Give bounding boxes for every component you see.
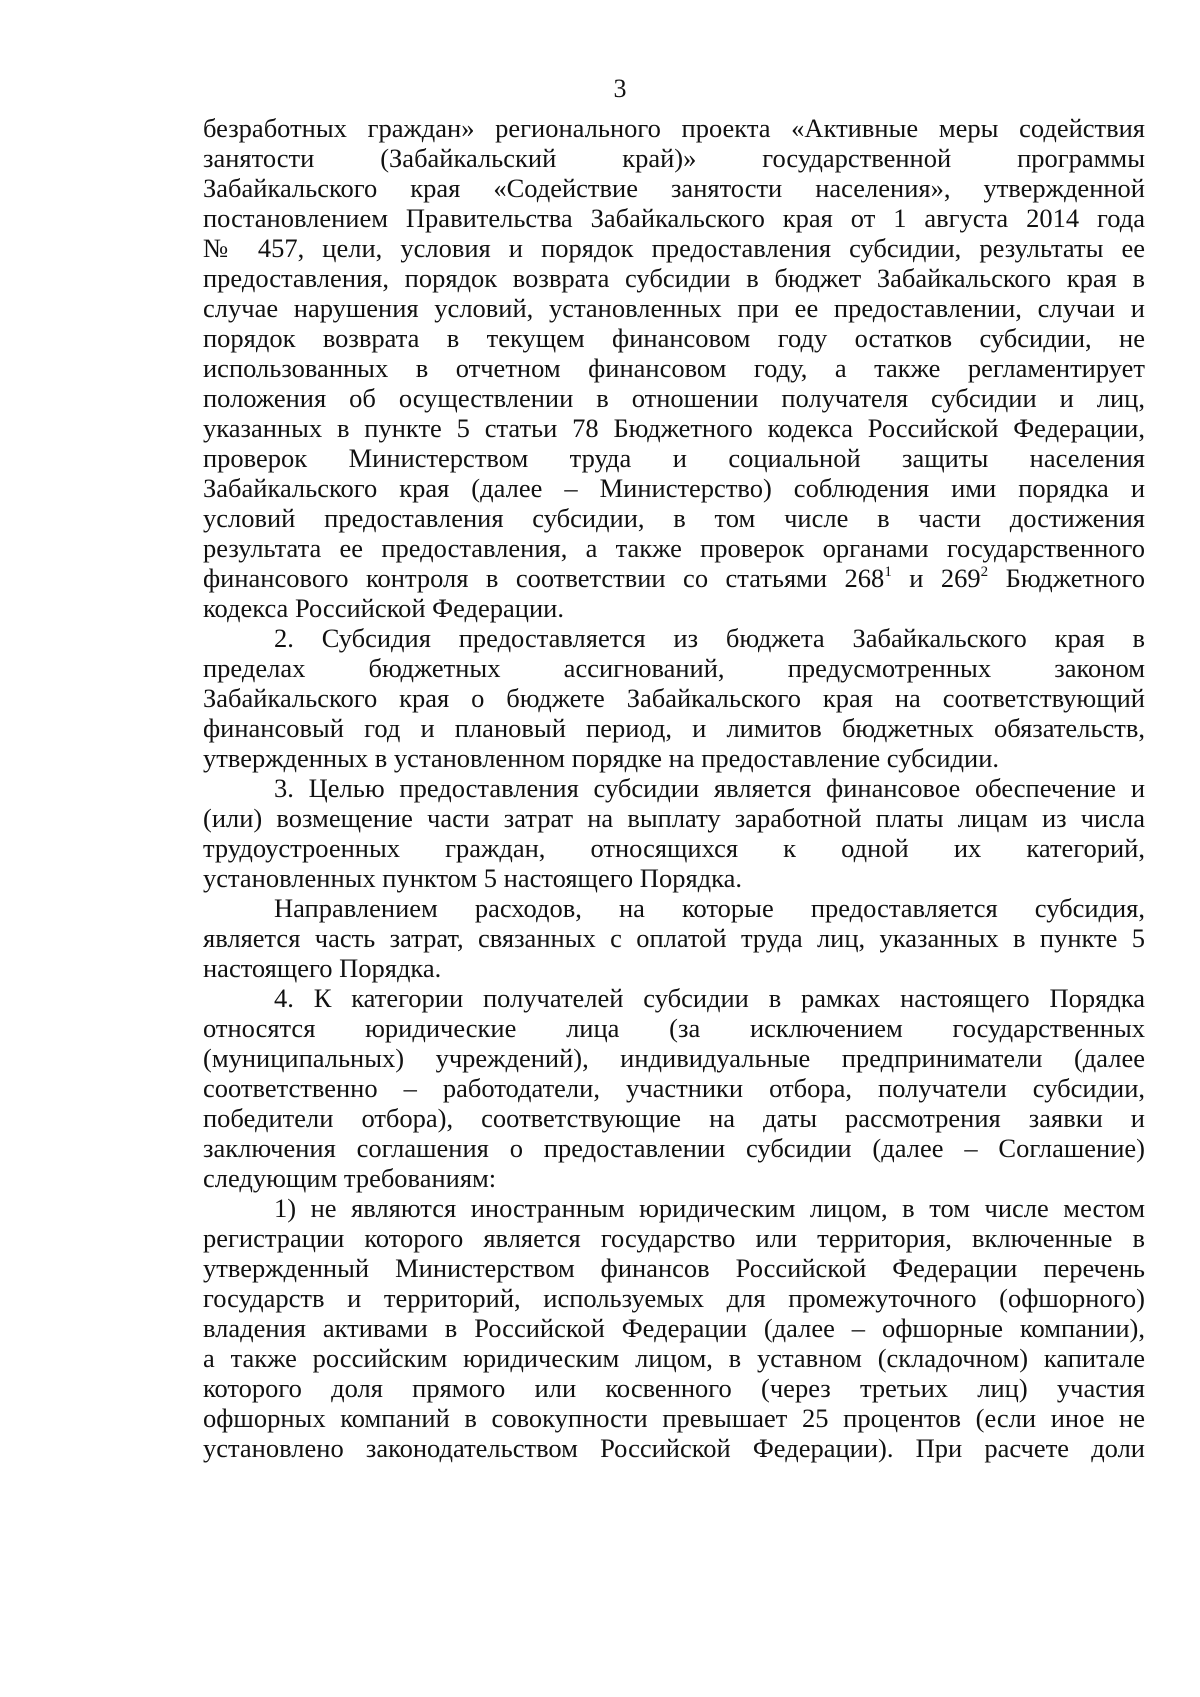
text-line (203, 533, 1145, 563)
text-line (203, 1343, 1145, 1373)
text-fragment: 1) не являются иностранным юридическим лицом, в том числе местом (274, 1193, 1145, 1223)
text-line (203, 353, 1145, 383)
text-fragment: относятся юридические лица (за исключением государственных (203, 1013, 1145, 1043)
text-line (203, 293, 1145, 323)
text-fragment: является часть затрат, связанных с оплатой труда лиц, указанных в пункте 5 (203, 923, 1145, 953)
text-line (203, 1223, 1145, 1253)
text-fragment: офшорных компаний в совокупности превышает 25 процентов (если иное не (203, 1403, 1145, 1433)
text-fragment: результата ее предоставления, а также проверок органами государственного (203, 533, 1145, 563)
text-fragment: 2. Субсидия предоставляется из бюджета Забайкальского края в (274, 623, 1145, 653)
text-line (203, 1373, 1145, 1403)
text-line (203, 743, 1145, 773)
text-fragment: предоставления, порядок возврата субсидии в бюджет Забайкальского края в (203, 263, 1145, 293)
text-line (203, 383, 1145, 413)
text-fragment: а также российским юридическим лицом, в уставном (складочном) капитале (203, 1343, 1145, 1373)
text-fragment: Забайкальского края о бюджете Забайкальского края на соответствующий (203, 683, 1145, 713)
text-line (203, 1163, 1145, 1193)
text-fragment: регистрации которого является государство или территория, включенные в (203, 1223, 1145, 1253)
text-fragment: финансового контроля в соответствии со статьями 268 (203, 563, 885, 593)
text-line (203, 1013, 1145, 1043)
text-line (203, 773, 1145, 803)
text-line (203, 713, 1145, 743)
text-fragment: настоящего Порядка. (203, 953, 442, 983)
text-fragment: которого доля прямого или косвенного (через третьих лиц) участия (203, 1373, 1145, 1403)
text-fragment: финансовый год и плановый период, и лимитов бюджетных обязательств, (203, 713, 1145, 743)
text-line (203, 143, 1145, 173)
text-fragment: (или) возмещение части затрат на выплату заработной платы лицам из числа (203, 803, 1145, 833)
text-line (203, 443, 1145, 473)
text-fragment: № 457, цели, условия и порядок предоставления субсидии, результаты ее (203, 233, 1145, 263)
text-line (203, 173, 1145, 203)
text-line (203, 623, 1145, 653)
text-line (203, 563, 1145, 593)
text-line (203, 923, 1145, 953)
text-fragment: безработных граждан» регионального проекта «Активные меры содействия (203, 113, 1145, 143)
text-line (203, 1073, 1145, 1103)
text-fragment: установлено законодательством Российской Федерации). При расчете доли (203, 1433, 1145, 1463)
text-line (203, 653, 1145, 683)
text-line (203, 263, 1145, 293)
text-line (203, 1193, 1145, 1223)
page-number: 3 (613, 74, 627, 103)
text-fragment: и 269 (891, 563, 981, 593)
text-line (203, 1043, 1145, 1073)
text-fragment: условий предоставления субсидии, в том числе в части достижения (203, 503, 1145, 533)
text-fragment: Направлением расходов, на которые предоставляется субсидия, (274, 893, 1145, 923)
text-fragment: утвержденных в установленном порядке на предоставление субсидии. (203, 743, 999, 773)
footnote-superscript: 1 (884, 564, 892, 580)
text-fragment: Бюджетного (988, 563, 1145, 593)
text-line (203, 233, 1145, 263)
text-line (203, 203, 1145, 233)
text-line (203, 1103, 1145, 1133)
text-fragment: положения об осуществлении в отношении получателя субсидии и лиц, (203, 383, 1145, 413)
footnote-superscript: 2 (980, 564, 989, 580)
text-line (203, 1313, 1145, 1343)
text-fragment: указанных в пункте 5 статьи 78 Бюджетного кодекса Российской Федерации, (203, 413, 1145, 443)
text-line (203, 863, 1145, 893)
text-line (203, 893, 1145, 923)
text-line (203, 503, 1145, 533)
text-fragment: государств и территорий, используемых для промежуточного (офшорного) (203, 1283, 1145, 1313)
text-line (203, 1433, 1145, 1463)
text-line (203, 1253, 1145, 1283)
text-line (203, 1283, 1145, 1313)
text-fragment: использованных в отчетном финансовом году, а также регламентирует (203, 353, 1145, 383)
text-fragment: (муниципальных) учреждений), индивидуальные предприниматели (далее (203, 1043, 1145, 1073)
text-fragment: пределах бюджетных ассигнований, предусмотренных законом (203, 653, 1145, 683)
text-fragment: занятости (Забайкальский край)» государственной программы (203, 143, 1145, 173)
text-fragment: следующим требованиям: (203, 1163, 497, 1193)
text-fragment: кодекса Российской Федерации. (203, 593, 564, 623)
text-fragment: 4. К категории получателей субсидии в рамках настоящего Порядка (274, 983, 1145, 1013)
text-fragment: установленных пунктом 5 настоящего Порядка. (203, 863, 742, 893)
text-fragment: случае нарушения условий, установленных при ее предоставлении, случаи и (203, 293, 1145, 323)
text-fragment: проверок Министерством труда и социальной защиты населения (203, 443, 1145, 473)
text-line (203, 803, 1145, 833)
text-fragment: соответственно – работодатели, участники отбора, получатели субсидии, (203, 1073, 1145, 1103)
text-line (203, 1133, 1145, 1163)
text-fragment: заключения соглашения о предоставлении субсидии (далее – Соглашение) (203, 1133, 1145, 1163)
text-fragment: победители отбора), соответствующие на даты рассмотрения заявки и (203, 1103, 1145, 1133)
text-line (203, 593, 1145, 623)
text-fragment: 3. Целью предоставления субсидии является финансовое обеспечение и (274, 773, 1145, 803)
text-line (203, 473, 1145, 503)
text-line (203, 983, 1145, 1013)
text-fragment: Забайкальского края «Содействие занятости населения», утвержденной (203, 173, 1145, 203)
text-line (203, 953, 1145, 983)
text-line (203, 413, 1145, 443)
text-fragment: утвержденный Министерством финансов Российской Федерации перечень (203, 1253, 1145, 1283)
document-body (203, 113, 1145, 1463)
text-line (203, 833, 1145, 863)
text-line (203, 323, 1145, 353)
text-line (203, 683, 1145, 713)
text-line (203, 1403, 1145, 1433)
text-fragment: трудоустроенных граждан, относящихся к одной их категорий, (203, 833, 1145, 863)
text-line (203, 113, 1145, 143)
text-fragment: порядок возврата в текущем финансовом году остатков субсидии, не (203, 323, 1145, 353)
text-fragment: постановлением Правительства Забайкальского края от 1 августа 2014 года (203, 203, 1145, 233)
text-fragment: владения активами в Российской Федерации (далее – офшорные компании), (203, 1313, 1145, 1343)
text-fragment: Забайкальского края (далее – Министерство) соблюдения ими порядка и (203, 473, 1145, 503)
